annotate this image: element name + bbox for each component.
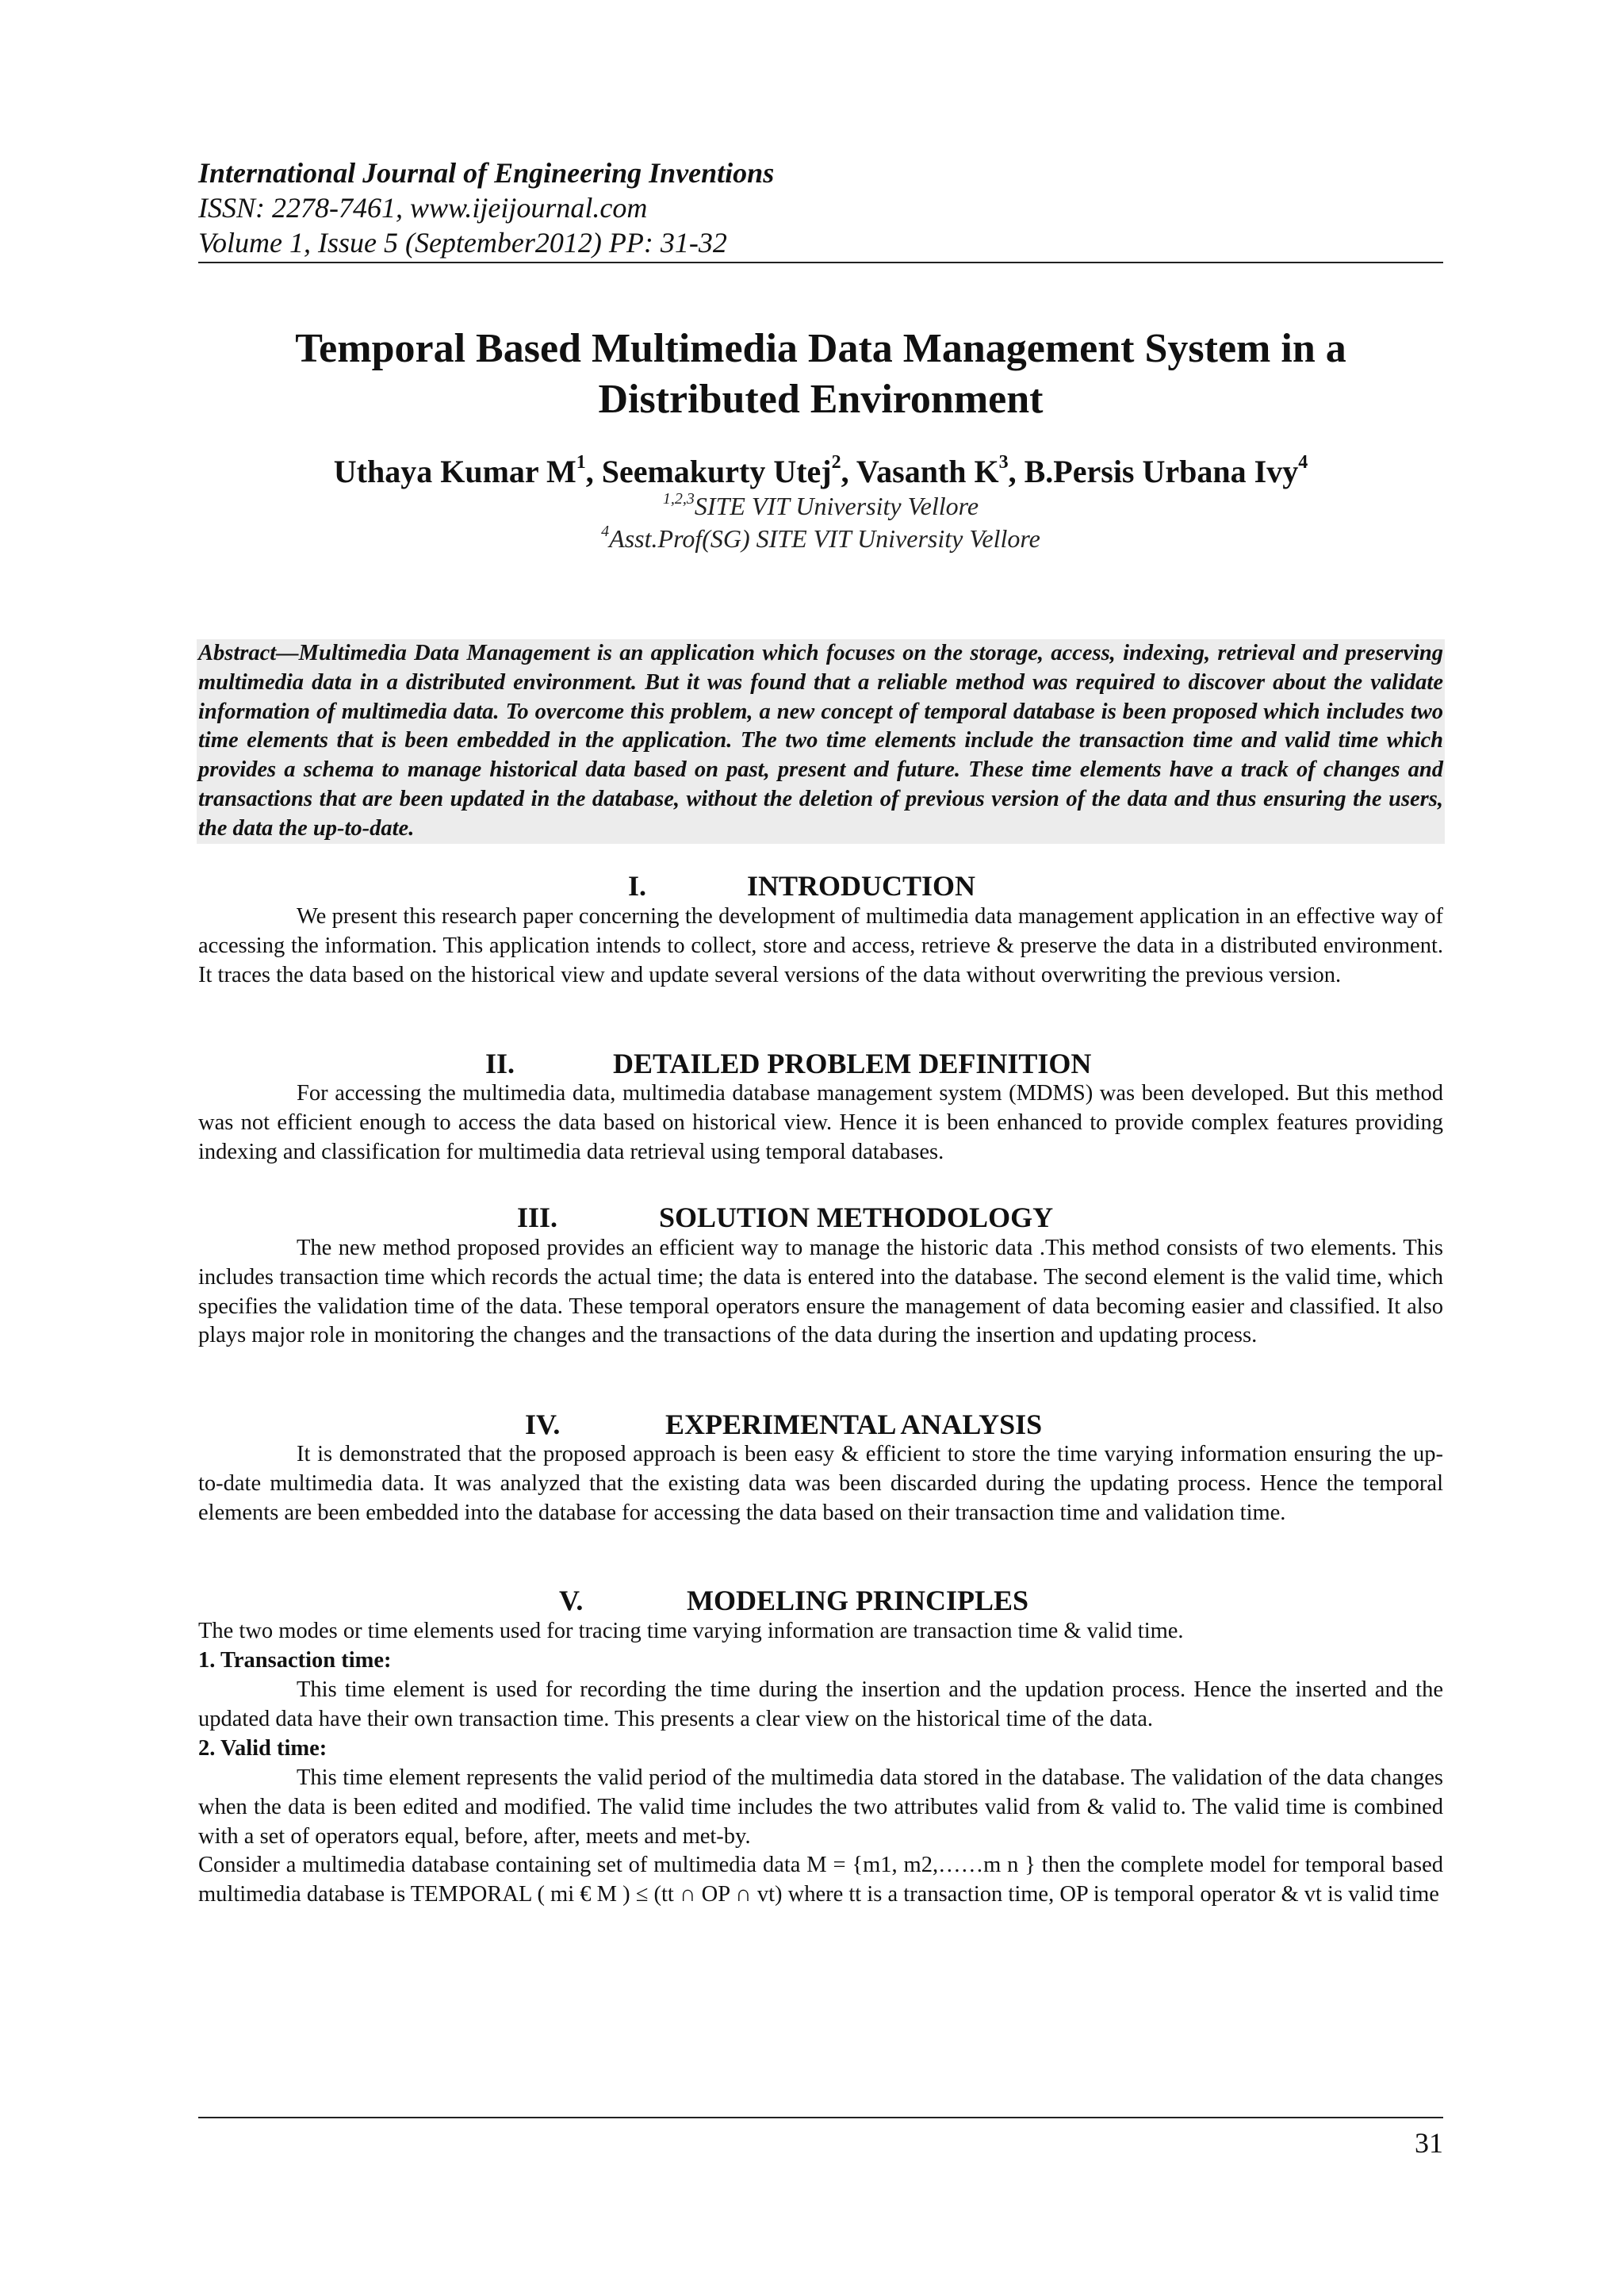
subsection-text: This time element represents the valid period of the multimedia data stored in the database. The validation of the data changes when the data is been edited and modified. The valid time includes the two attributes valid from & valid to. The valid time is combined with a set of operators equal, before, after, meets and met-by. [198,1765,1443,1849]
affiliation [198,490,1443,522]
section-number: II. [485,1048,515,1079]
affiliation-superscript: 1,2,3 [662,490,695,508]
subsection-body [198,1764,1443,1851]
author-name: Uthaya Kumar M [333,454,576,489]
subsection-text: This time element is used for recording the time during the insertion and the updation process. Hence the inserted and the updated data have their own transaction time. This presents a clear view on the historical time of the data. [198,1677,1443,1731]
model-definition: Consider a multimedia database containing set of multimedia data M = {m1, m2,……m n } then the complete model for temporal based multimedia database is TEMPORAL ( mi € M ) ≤ (tt ∩ OP ∩ vt) where tt is a transaction time, OP is temporal operator & vt is valid time [198,1853,1443,1907]
paper-title [198,324,1443,425]
subsection-title-valid-time: 2. Valid time: [198,1736,327,1761]
section-body [198,903,1443,990]
affiliation-text: Asst.Prof(SG) SITE VIT University Vellore [609,524,1040,553]
author-separator: , [841,454,856,489]
footer-rule [198,2117,1443,2118]
author-name: Seemakurty Utej [601,454,832,489]
journal-volume: Volume 1, Issue 5 (September2012) PP: 31-32 [198,227,727,259]
section-text: The new method proposed provides an efficient way to manage the historic data .This method consists of two elements. This includes transaction time which records the actual time; the data is entered into the database. The second element is the valid time, which specifies the validation time of the data. These temporal operators ensure the management of data becoming easier and classified. It also plays major role in monitoring the changes and the transactions of the data during the insertion and updating process. [198,1236,1443,1348]
header-rule [198,262,1443,263]
author-name: Vasanth K [856,454,999,489]
section-text: We present this research paper concerning the development of multimedia data management application in an effective way of accessing the information. This application intends to collect, store and access, retrieve & preserve the data in a distributed environment. It traces the data based on the historical view and update several versions of the data without overwriting the previous version. [198,904,1443,987]
section-title: DETAILED PROBLEM DEFINITION [613,1048,1092,1079]
journal-issn: ISSN: 2278-7461, www.ijeijournal.com [198,192,648,224]
section-number: III. [517,1202,558,1233]
author-separator: , [585,454,602,489]
author-superscript: 2 [831,452,841,473]
page-number: 31 [1415,2127,1443,2159]
section-number: V. [559,1585,584,1616]
section-text: For accessing the multimedia data, multimedia database management system (MDMS) was been developed. But this method was not efficient enough to access the data based on historical view. Hence it is been enhanced to provide complex features providing indexing and classification for multimedia data retrieval using temporal databases. [198,1081,1443,1164]
section-number: IV. [525,1409,561,1440]
abstract: Abstract—Multimedia Data Management is an application which focuses on the storage, access, indexing, retrieval and preserving multimedia data in a distributed environment. But it was found that a reliable method was required to discover about the validate information of multimedia data. To overcome this problem, a new concept of temporal database is been proposed which includes two time elements that is been embedded in the application. The two time elements include the transaction time and valid time which provides a schema to manage historical data based on past, present and future. These time elements have a track of changes and transactions that are been updated in the database, without the deletion of previous version of the data and thus ensuring the users, the data the up-to-date. [197,639,1445,844]
paper-title-line-1: Temporal Based Multimedia Data Management System in a [295,326,1346,371]
affiliation-text: SITE VIT University Vellore [694,492,979,520]
section-body [198,1440,1443,1527]
section-title: INTRODUCTION [747,870,976,902]
author-separator: , [1008,454,1025,489]
author-superscript: 3 [998,452,1009,473]
subsection-title-transaction-time: 1. Transaction time: [198,1648,392,1673]
section-intro: The two modes or time elements used for tracing time varying information are transaction time & valid time. [198,1619,1184,1643]
journal-header [198,155,1443,260]
affiliation-superscript: 4 [601,523,610,540]
section-title: MODELING PRINCIPLES [687,1585,1029,1616]
section-body [198,1079,1443,1167]
section-title: SOLUTION METHODOLOGY [659,1202,1054,1233]
subsection-body [198,1676,1443,1734]
author-name: B.Persis Urbana Ivy [1024,454,1299,489]
author-superscript: 4 [1298,452,1308,473]
section-text: It is demonstrated that the proposed approach is been easy & efficient to store the time varying information ensuring the up-to-date multimedia data. It was analyzed that the existing data was been discarded during the updating process. Hence the temporal elements are been embedded into the database for accessing the data based on their transaction time and validation time. [198,1442,1443,1525]
section-body [198,1234,1443,1351]
affiliation [198,523,1443,554]
author-superscript: 1 [576,452,586,473]
author-list [198,452,1443,492]
section-title: EXPERIMENTAL ANALYSIS [665,1409,1043,1440]
section-number: I. [628,870,647,902]
paper-title-line-2: Distributed Environment [598,377,1044,422]
journal-name: International Journal of Engineering Inventions [198,157,775,189]
